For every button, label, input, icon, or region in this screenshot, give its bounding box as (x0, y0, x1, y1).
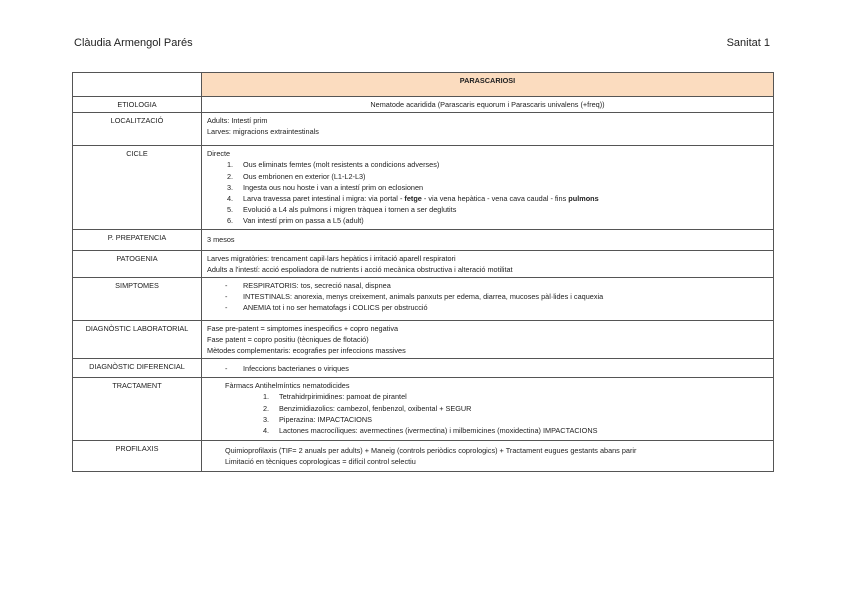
diagnostic-lab-line: Mètodes complementaris: ecografies per infeccions massives (207, 346, 406, 356)
step-text: Ous embrionen en exterior (L1-L2-L3) (243, 171, 366, 181)
patogenia-line: Larves migratòries: trencament capil·lars hepàtics i irritació aparell respiratori (207, 253, 456, 263)
cicle-step (207, 193, 768, 204)
author-name: Clàudia Armengol Parés (74, 37, 193, 49)
localitzacio-content (202, 113, 774, 146)
label-profilaxis: PROFILAXIS (73, 441, 202, 472)
diagnostic-lab-line: Fase patent = copro positiu (tècniques de flotació) (207, 334, 369, 344)
diagnostic-lab-content (202, 320, 774, 359)
row-etiologia (73, 97, 774, 113)
diagnostic-dif-bullet: - Infeccions bacterianes o viriques (225, 364, 349, 374)
row-profilaxis (73, 441, 774, 472)
row-patogenia (73, 250, 774, 277)
cicle-step (207, 171, 768, 182)
row-localitzacio (73, 113, 774, 146)
profilaxis-line: Limitació en tècniques coprologicas = difícil control selectiu (225, 457, 416, 467)
step-number: 3. (227, 182, 234, 192)
parascariosi-table (72, 72, 774, 472)
tractament-item: 3. Piperazina: IMPACTACIONS (263, 414, 372, 424)
profilaxis-line: Quimioprofilaxis (TIF= 2 anuals per adults) + Maneig (controls periòdics coprologics) + Tractament eugues gestants abans parir (225, 446, 637, 456)
diagnostic-dif-content (202, 359, 774, 378)
step-text: Ingesta ous nou hoste i van a intestí prim on eclosionen (243, 182, 424, 192)
tractament-item: 2. Benzimidiazolics: cambezol, fenbenzol, oxibental + SEGUR (263, 403, 472, 413)
prepatencia-text: 3 mesos (202, 229, 774, 250)
tractament-content (202, 378, 774, 441)
label-localitzacio: LOCALITZACIÓ (73, 113, 202, 146)
cicle-step (207, 182, 768, 193)
simptomes-bullet: - ANEMIA tot i no ser hematofags i COLICS per obstrucció (225, 303, 428, 313)
patogenia-content (202, 250, 774, 277)
corner-cell (73, 73, 202, 97)
simptomes-content (202, 278, 774, 321)
etiologia-text: Nematode acaridida (Parascaris equorum i Parascaris univalens (+freq)) (202, 97, 774, 113)
step-text: Evolució a L4 als pulmons i migren tràquea i tornen a ser deglutits (243, 205, 457, 215)
step-number: 4. (227, 194, 234, 204)
simptomes-bullet: - RESPIRATORIS: tos, secreció nasal, dispnea (225, 281, 391, 291)
label-diagnostic-lab: DIAGNÒSTIC LABORATORIAL (73, 320, 202, 359)
label-cicle: CICLE (73, 146, 202, 229)
step-text: Van intestí prim on passa a L5 (adult) (243, 216, 364, 226)
step-text: Ous eliminats femtes (molt resistents a condicions adverses) (243, 160, 440, 170)
step-number: 5. (227, 205, 234, 215)
patogenia-line: Adults a l'intestí: acció espoliadora de nutrients i acció mecànica obstructiva i alteració motilitat (207, 264, 513, 274)
cicle-content (202, 146, 774, 229)
label-simptomes: SIMPTOMES (73, 278, 202, 321)
localitzacio-line: Larves: migracions extraintestinals (207, 127, 319, 137)
step-number: 2. (227, 171, 234, 181)
diagnostic-lab-line: Fase pre-patent = simptomes inespecifics + copro negativa (207, 323, 399, 333)
course-name: Sanitat 1 (726, 37, 770, 49)
label-etiologia: ETIOLOGIA (73, 97, 202, 113)
step-number: 1. (227, 160, 234, 170)
tractament-item: 1. Tetrahidrpirimidines: pamoat de pirantel (263, 392, 407, 402)
row-tractament (73, 378, 774, 441)
bold-fetge: fetge (404, 194, 422, 204)
table-title: PARASCARIOSI (202, 73, 774, 97)
profilaxis-content (202, 441, 774, 472)
row-diagnostic-dif (73, 359, 774, 378)
cicle-step (207, 204, 768, 215)
step-number: 6. (227, 216, 234, 226)
row-prepatencia (73, 229, 774, 250)
localitzacio-line: Adults: Intestí prim (207, 116, 268, 126)
label-diagnostic-dif: DIAGNÒSTIC DIFERENCIAL (73, 359, 202, 378)
cicle-step (207, 159, 768, 170)
label-patogenia: PATOGENIA (73, 250, 202, 277)
row-cicle (73, 146, 774, 229)
tractament-intro: Fàrmacs Antihelmíntics nematodicides (225, 381, 350, 391)
table-title-row (73, 73, 774, 97)
simptomes-bullet: - INTESTINALS: anorexia, menys creixement, animals panxuts per edema, diarrea, mucoses pàl·lides i caquexia (225, 292, 604, 302)
bold-pulmons: pulmons (568, 194, 599, 204)
label-prepatencia: P. PREPATENCIA (73, 229, 202, 250)
cicle-step (207, 215, 768, 226)
label-tractament: TRACTAMENT (73, 378, 202, 441)
tractament-item: 4. Lactones macrocíliques: avermectines (ivermectina) i milbemicines (moxidectina) IMPACTACIONS (263, 426, 598, 436)
step-text: Larva travessa paret intestinal i migra: via portal - fetge - via vena hepàtica - vena cava caudal - fins pulmons (243, 194, 599, 204)
row-diagnostic-lab (73, 320, 774, 359)
cicle-intro: Directe (207, 149, 231, 159)
row-simptomes (73, 278, 774, 321)
